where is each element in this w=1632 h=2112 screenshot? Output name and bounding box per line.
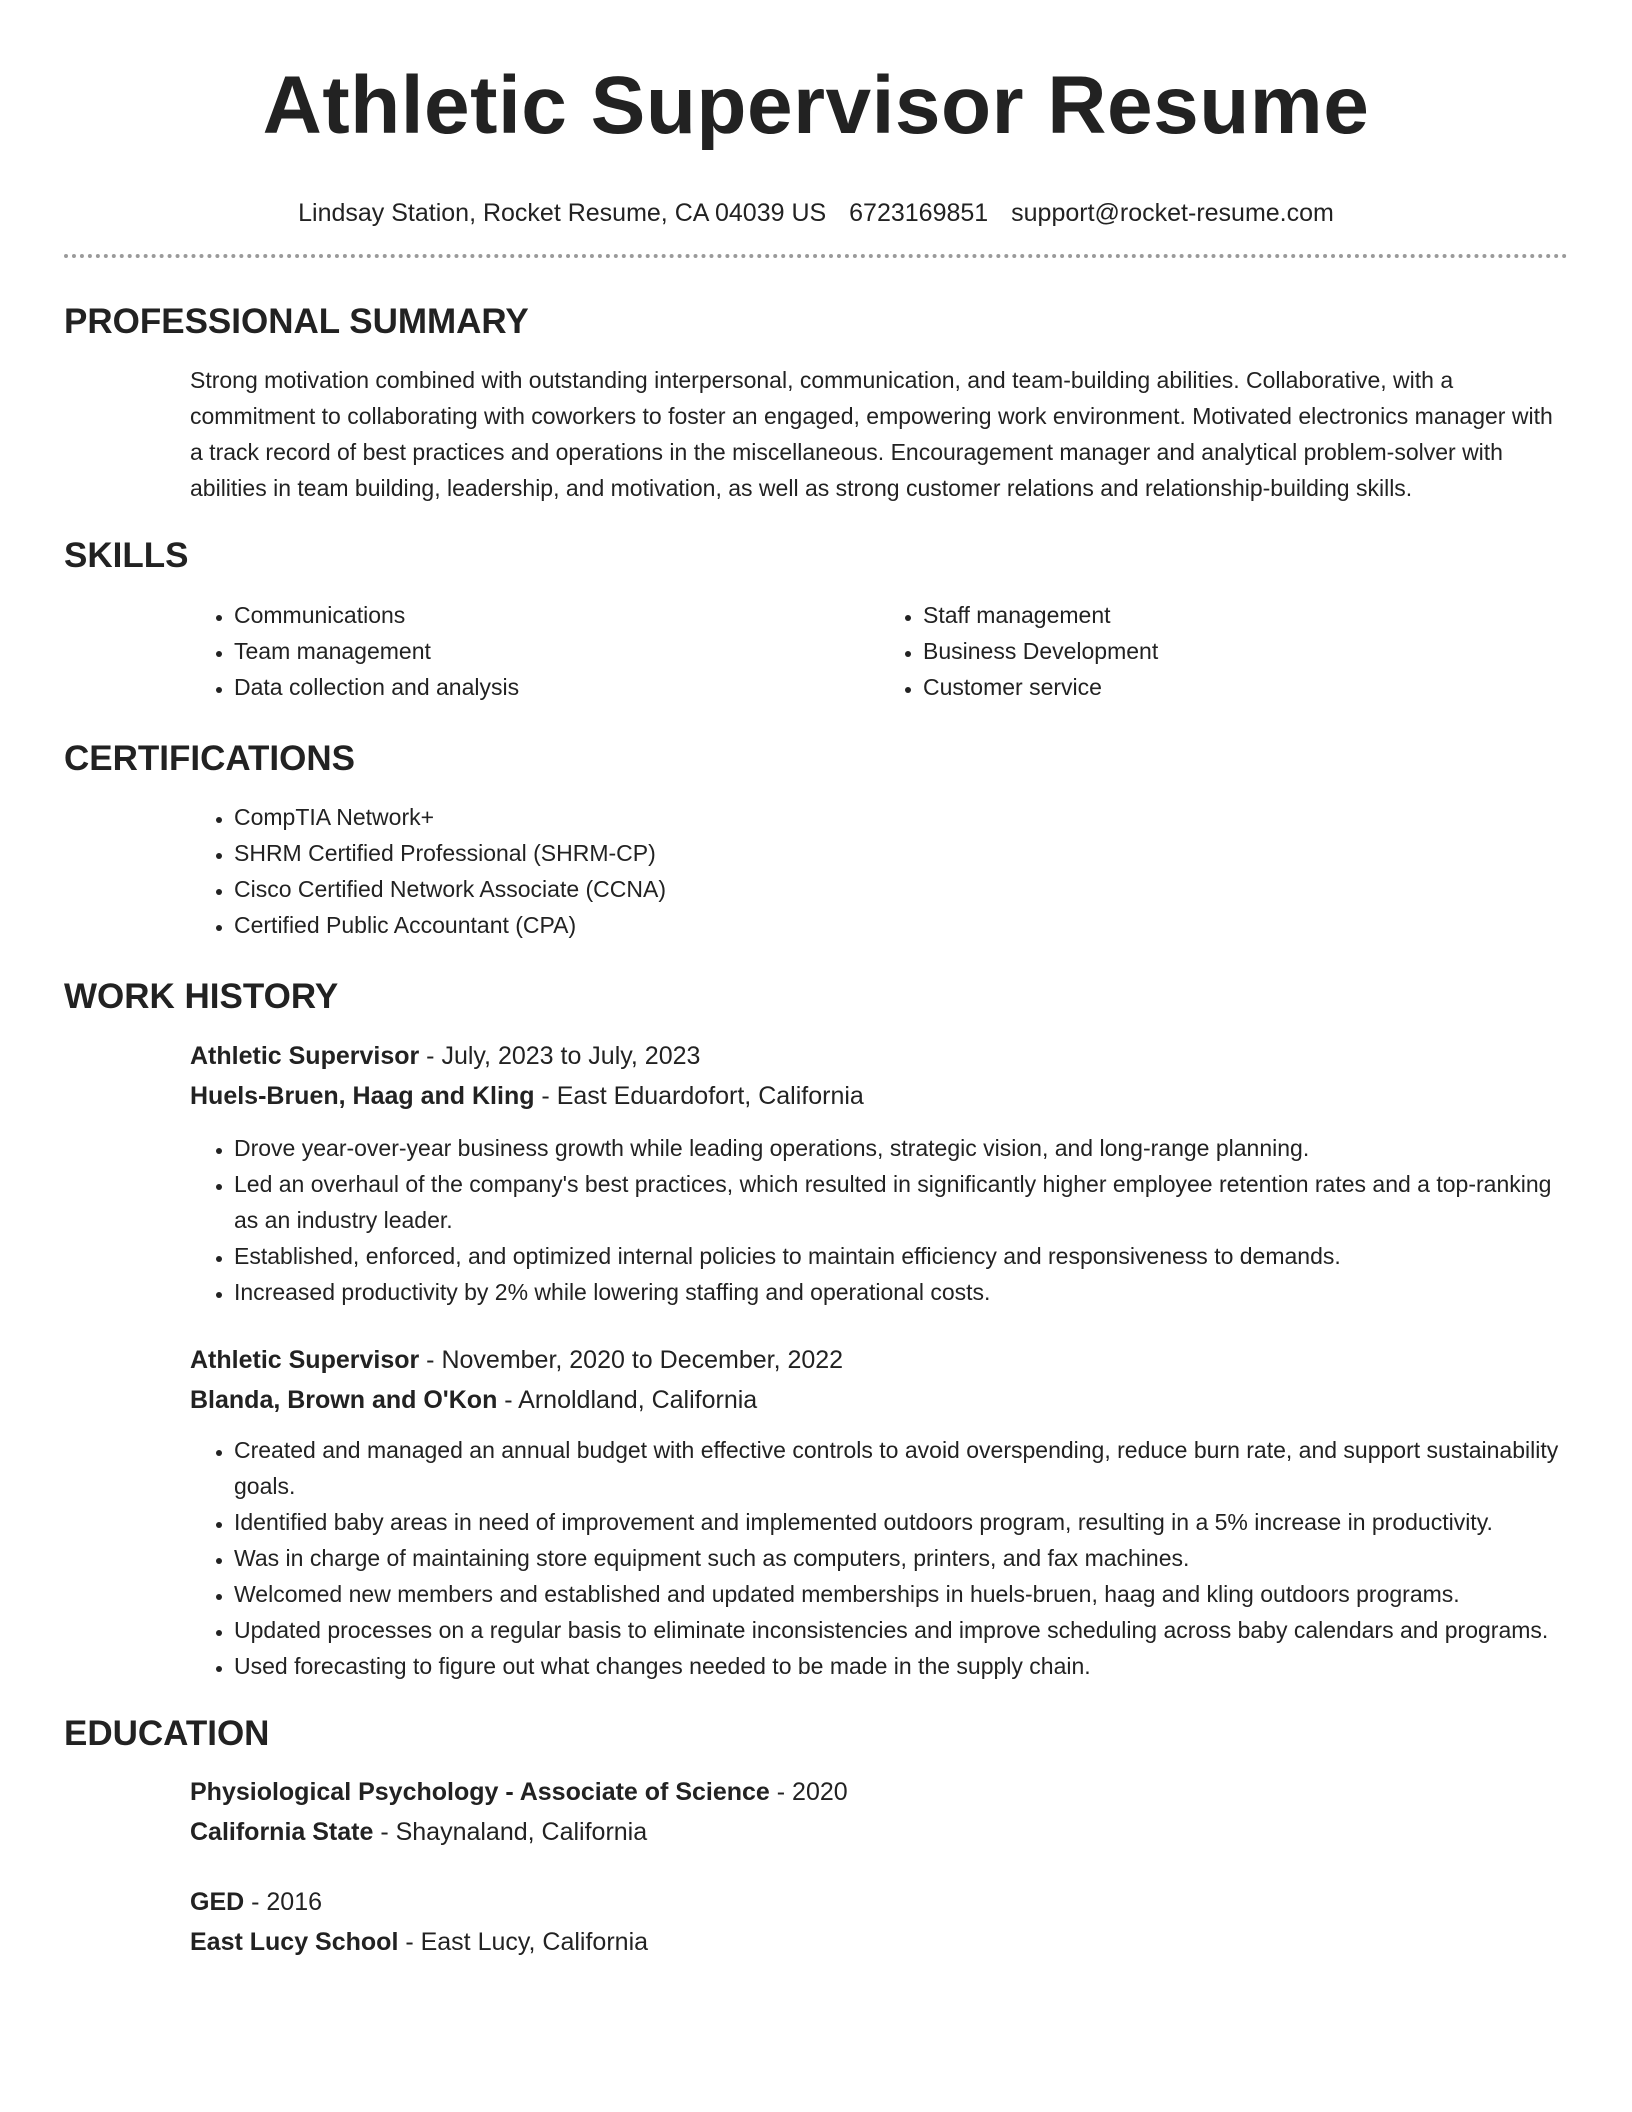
education-entry <box>64 1882 1568 1962</box>
skill-item: • Team management <box>234 633 879 669</box>
job-location: - East Eduardofort, California <box>534 1082 864 1110</box>
summary-body <box>64 362 1568 506</box>
education-school-line <box>190 1812 1568 1852</box>
summary-section <box>64 302 1568 506</box>
job-title-line <box>190 1036 1568 1076</box>
skill-item: • Customer service <box>923 669 1568 705</box>
education-degree-line <box>190 1772 1568 1812</box>
job-entry <box>64 1340 1568 1684</box>
summary-text: Strong motivation combined with outstanding interpersonal, communication, and team-building abilities. Collaborative, with a commitment to collaborating with coworkers to foster an engaged, empowering work environment. Motivated electronics manager with a track record of best practices and operations in the miscellaneous. Encouragement manager and analytical problem-solver with abilities in team building, leadership, and motivation, as well as strong customer relations and relationship-building skills. <box>190 367 1553 501</box>
job-title: Athletic Supervisor <box>190 1042 420 1070</box>
education-entry <box>64 1772 1568 1852</box>
skills-grid <box>64 597 1568 705</box>
job-bullet: • Identified baby areas in need of improvement and implemented outdoors program, resulting in a 5% increase in productivity. <box>234 1504 1568 1540</box>
skill-item: • Communications <box>234 597 879 633</box>
job-location: - Arnoldland, California <box>497 1386 758 1414</box>
contact-line <box>64 198 1568 228</box>
work-history-heading: WORK HISTORY <box>64 977 339 1016</box>
certifications-list <box>190 799 1568 943</box>
job-dates: - November, 2020 to December, 2022 <box>419 1346 844 1374</box>
summary-heading: PROFESSIONAL SUMMARY <box>64 302 529 341</box>
header-divider <box>64 254 1568 258</box>
job-company-line <box>190 1380 1568 1420</box>
certifications-section <box>64 739 1568 943</box>
job-title-line <box>190 1340 1568 1380</box>
contact-address: Lindsay Station, Rocket Resume, CA 04039 US <box>298 199 827 227</box>
certification-item: • Certified Public Accountant (CPA) <box>234 907 1568 943</box>
certifications-heading: CERTIFICATIONS <box>64 739 356 778</box>
education-school: California State <box>190 1818 374 1846</box>
job-bullet: • Established, enforced, and optimized internal policies to maintain efficiency and responsiveness to demands. <box>234 1238 1568 1274</box>
skills-list-right <box>879 597 1568 705</box>
job-bullet: • Used forecasting to figure out what changes needed to be made in the supply chain. <box>234 1648 1568 1684</box>
job-entry <box>64 1036 1568 1310</box>
education-heading: EDUCATION <box>64 1714 270 1753</box>
job-bullet: • Was in charge of maintaining store equipment such as computers, printers, and fax machines. <box>234 1540 1568 1576</box>
education-year: - 2020 <box>769 1778 848 1806</box>
job-bullet: • Increased productivity by 2% while lowering staffing and operational costs. <box>234 1274 1568 1310</box>
education-school-line <box>190 1922 1568 1962</box>
skills-heading: SKILLS <box>64 536 189 575</box>
certification-item: • CompTIA Network+ <box>234 799 1568 835</box>
skills-list-left <box>190 597 879 705</box>
certifications-body <box>64 799 1568 943</box>
job-dates: - July, 2023 to July, 2023 <box>419 1042 701 1070</box>
education-degree-line <box>190 1882 1568 1922</box>
job-bullets <box>190 1130 1568 1310</box>
job-company: Huels-Bruen, Haag and Kling <box>190 1082 535 1110</box>
job-company-line <box>190 1076 1568 1116</box>
job-bullet: • Created and managed an annual budget with effective controls to avoid overspending, reduce burn rate, and support sustainability goals. <box>234 1432 1568 1504</box>
education-section <box>64 1714 1568 1962</box>
work-history-section <box>64 977 1568 1684</box>
job-bullet: • Updated processes on a regular basis to eliminate inconsistencies and improve scheduling across baby calendars and programs. <box>234 1612 1568 1648</box>
job-bullet: • Welcomed new members and established and updated memberships in huels-bruen, haag and kling outdoors programs. <box>234 1576 1568 1612</box>
contact-phone: 6723169851 <box>849 199 989 227</box>
education-location: - East Lucy, California <box>398 1928 649 1956</box>
skill-item: • Data collection and analysis <box>234 669 879 705</box>
education-year: - 2016 <box>244 1888 323 1916</box>
skill-item: • Staff management <box>923 597 1568 633</box>
contact-email: support@rocket-resume.com <box>1011 199 1334 227</box>
job-bullet: • Led an overhaul of the company's best practices, which resulted in significantly higher employee retention rates and a top-ranking as an industry leader. <box>234 1166 1568 1238</box>
page-title: Athletic Supervisor Resume <box>262 60 1370 151</box>
job-title: Athletic Supervisor <box>190 1346 420 1374</box>
skill-item: • Business Development <box>923 633 1568 669</box>
skills-section <box>64 536 1568 705</box>
education-degree: Physiological Psychology - Associate of Science <box>190 1778 770 1806</box>
job-bullet: • Drove year-over-year business growth while leading operations, strategic vision, and long-range planning. <box>234 1130 1568 1166</box>
certification-item: • Cisco Certified Network Associate (CCNA) <box>234 871 1568 907</box>
education-school: East Lucy School <box>190 1928 399 1956</box>
education-location: - Shaynaland, California <box>373 1818 648 1846</box>
job-bullets <box>190 1432 1568 1684</box>
certification-item: • SHRM Certified Professional (SHRM-CP) <box>234 835 1568 871</box>
education-degree: GED <box>190 1888 245 1916</box>
job-company: Blanda, Brown and O'Kon <box>190 1386 498 1414</box>
